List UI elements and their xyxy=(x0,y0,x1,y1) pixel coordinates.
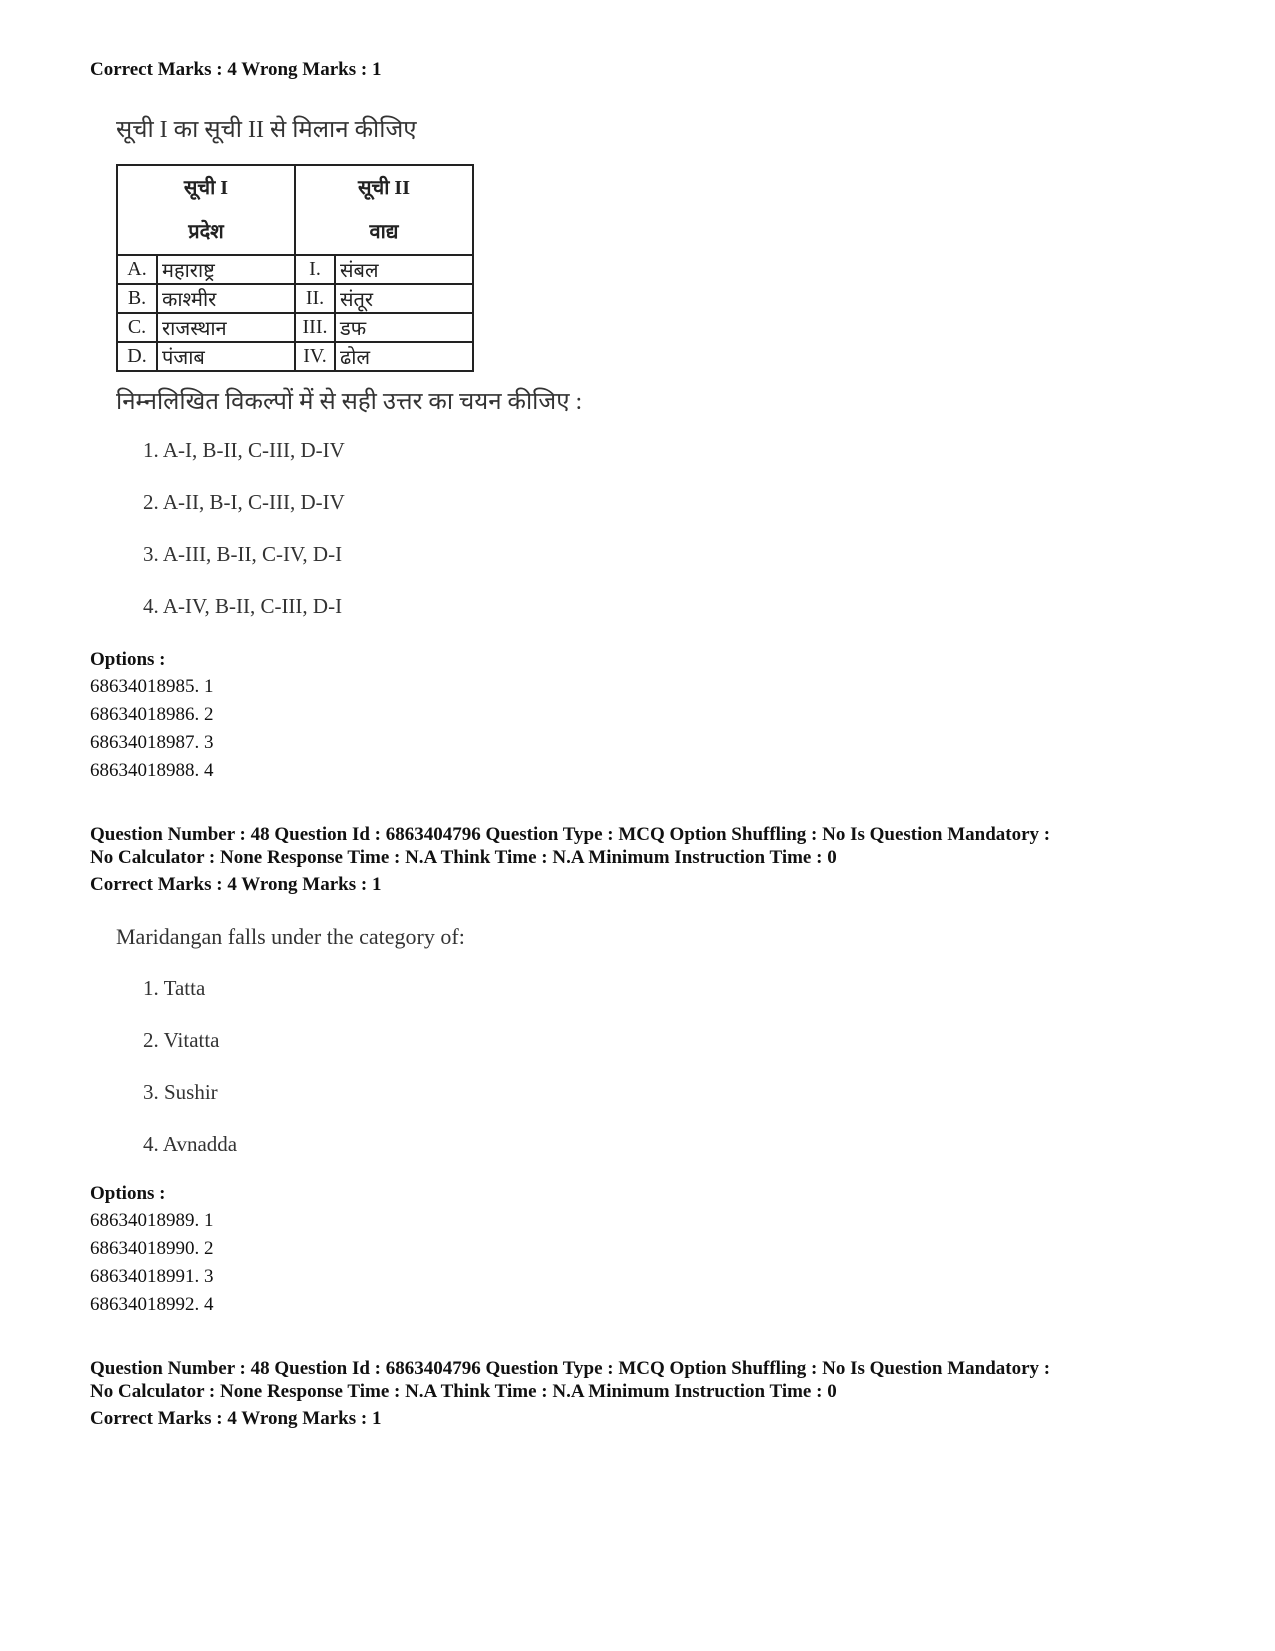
q48-choice-1: 1. Tatta xyxy=(143,976,206,1000)
table-row: B. काश्मीर II. संतूर xyxy=(117,284,473,313)
q48-question: Maridangan falls under the category of: xyxy=(116,924,465,949)
q48-option-3: 68634018991. 3 xyxy=(90,1266,214,1287)
q48-options-label: Options : xyxy=(90,1183,166,1204)
table-row: C. राजस्थान III. डफ xyxy=(117,313,473,342)
q48-marks: Correct Marks : 4 Wrong Marks : 1 xyxy=(90,874,382,895)
q48-header-line1: Question Number : 48 Question Id : 6863404796 Question Type : MCQ Option Shuffling : No Is Question Mandatory : xyxy=(90,824,1051,845)
col1-header: सूची I प्रदेश xyxy=(117,165,295,255)
q47-choice-4: 4. A-IV, B-II, C-III, D-I xyxy=(143,594,343,618)
q47-choice-1: 1. A-I, B-II, C-III, D-IV xyxy=(143,438,345,462)
q47-option-4: 68634018988. 4 xyxy=(90,760,214,781)
q48-option-4: 68634018992. 4 xyxy=(90,1294,214,1315)
q47-option-1: 68634018985. 1 xyxy=(90,676,214,697)
q48b-marks: Correct Marks : 4 Wrong Marks : 1 xyxy=(90,1408,382,1429)
q47-options-label: Options : xyxy=(90,649,166,670)
q48-option-1: 68634018989. 1 xyxy=(90,1210,214,1231)
q47-marks: Correct Marks : 4 Wrong Marks : 1 xyxy=(90,59,382,80)
table-row: A. महाराष्ट्र I. संबल xyxy=(117,255,473,284)
q47-choice-2: 2. A-II, B-I, C-III, D-IV xyxy=(143,490,345,514)
q48b-header-line1: Question Number : 48 Question Id : 6863404796 Question Type : MCQ Option Shuffling : No Is Question Mandatory : xyxy=(90,1358,1051,1379)
table-row: D. पंजाब IV. ढोल xyxy=(117,342,473,371)
q47-option-2: 68634018986. 2 xyxy=(90,704,214,725)
q48b-header-line2: No Calculator : None Response Time : N.A Think Time : N.A Minimum Instruction Time : 0 xyxy=(90,1381,837,1402)
q48-choice-3: 3. Sushir xyxy=(143,1080,218,1104)
q47-prompt: निम्नलिखित विकल्पों में से सही उत्तर का चयन कीजिए : xyxy=(116,389,583,415)
q47-choice-3: 3. A-III, B-II, C-IV, D-I xyxy=(143,542,343,566)
q48-header-line2: No Calculator : None Response Time : N.A Think Time : N.A Minimum Instruction Time : 0 xyxy=(90,847,837,868)
match-table xyxy=(116,164,474,372)
q47-option-3: 68634018987. 3 xyxy=(90,732,214,753)
q48-option-2: 68634018990. 2 xyxy=(90,1238,214,1259)
q48-choice-2: 2. Vitatta xyxy=(143,1028,220,1052)
q48-choice-4: 4. Avnadda xyxy=(143,1132,238,1156)
col2-header: सूची II वाद्य xyxy=(295,165,473,255)
q47-instruction: सूची I का सूची II से मिलान कीजिए xyxy=(116,117,417,143)
